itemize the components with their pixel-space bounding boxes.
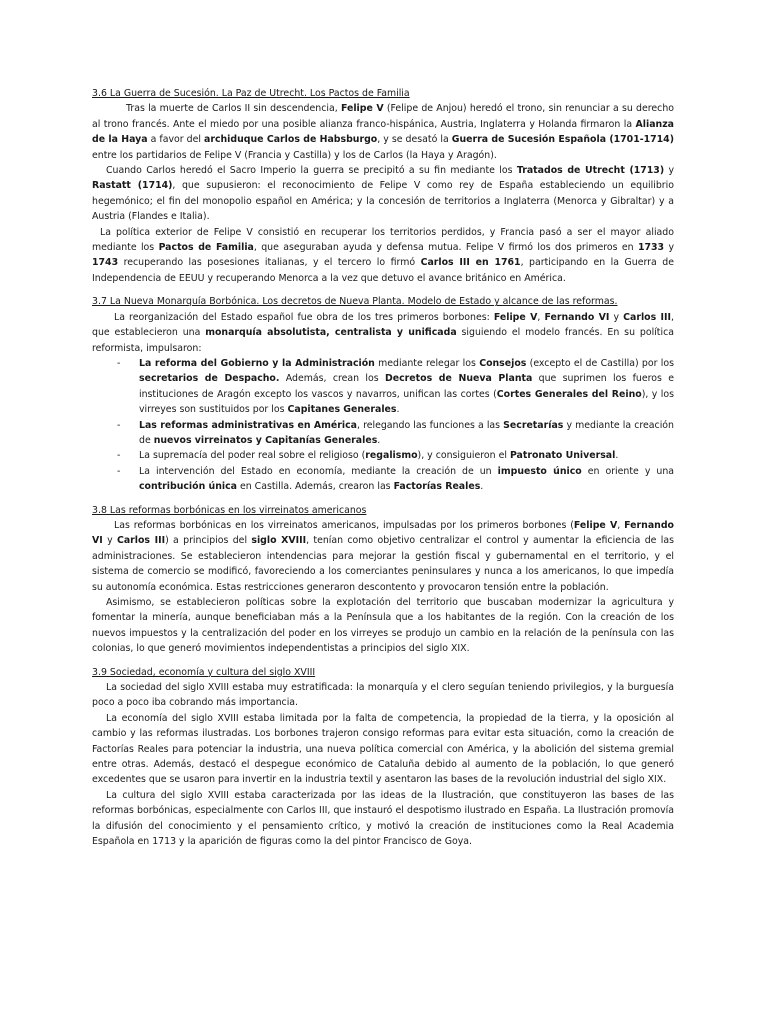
- bold-run: Capitanes Generales: [287, 404, 397, 416]
- paragraph: [92, 225, 674, 287]
- text-run: y: [664, 165, 674, 177]
- text-run: siguiendo el modelo francés. En su política reformista, impulsaron:: [92, 327, 674, 354]
- text-run: Tras la muerte de Carlos II sin descendencia,: [126, 103, 341, 115]
- bold-run: Pactos de Familia: [158, 242, 254, 254]
- bold-run: nuevos virreinatos y Capitanías Generales: [153, 434, 378, 446]
- text-run: , que establecieron una: [92, 311, 675, 339]
- bold-run: regalismo: [365, 450, 418, 462]
- text-run: ) a principios del: [165, 535, 252, 547]
- bold-run: Rastatt (1714): [92, 180, 173, 192]
- bold-run: Felipe V: [573, 519, 618, 531]
- bold-run: Las reformas administrativas en América: [139, 419, 357, 431]
- text-run: ), y los virreyes son sustituidos por los: [139, 388, 674, 416]
- text-run: y: [102, 535, 117, 547]
- text-run: , participando en la Guerra de Independencia de EEUU y recuperando Menorca a la vez que detuvo el avance británico en América.: [92, 257, 674, 284]
- text-run: que suprimen los fueros e instituciones de Aragón excepto los vascos y navarros, unifican las cortes (: [139, 373, 674, 400]
- bold-run: Factorías Reales: [393, 481, 481, 493]
- paragraph: [92, 163, 674, 225]
- list-item: [92, 464, 674, 495]
- text-run: ), y consiguieron el: [417, 450, 510, 462]
- bold-run: Secretarías: [503, 419, 564, 431]
- list-item-text: [139, 358, 674, 415]
- list-item: [92, 448, 674, 463]
- bold-run: siglo XVIII: [251, 535, 307, 547]
- text-run: , relegando las funciones a las: [356, 419, 504, 431]
- bold-run: La reforma del Gobierno y la Administración: [139, 357, 375, 369]
- text-run: .: [480, 481, 484, 493]
- section-heading: 3.9 Sociedad, economía y cultura del siglo XVIII: [92, 666, 316, 678]
- section-heading: 3.6 La Guerra de Sucesión. La Paz de Utrecht. Los Pactos de Familia: [92, 88, 410, 99]
- bullet-marker: -: [117, 465, 121, 477]
- section-3-6: [92, 86, 674, 286]
- text-run: .: [615, 450, 619, 462]
- text-run: en Castilla. Además, crearon las: [236, 481, 394, 493]
- bold-run: Carlos III: [623, 311, 672, 323]
- bold-run: Guerra de Sucesión Española (1701-1714): [451, 134, 674, 146]
- bold-run: secretarios de Despacho.: [139, 373, 280, 385]
- paragraph: [92, 680, 674, 711]
- bold-run: archiduque Carlos de Habsburgo: [204, 134, 378, 146]
- text-run: entre los partidarios de Felipe V (Francia y Castilla) y los de Carlos (la Haya y Aragón).: [92, 149, 497, 161]
- text-run: La reorganización del Estado español fue obra de los tres primeros borbones:: [114, 311, 494, 323]
- text-run: La intervención del Estado en economía, mediante la creación de un: [139, 465, 498, 477]
- text-run: recuperando las posesiones italianas, y el tercero lo firmó: [118, 257, 421, 269]
- text-run: y mediante la creación de: [139, 419, 674, 446]
- paragraph: [92, 101, 674, 163]
- list-item: [92, 418, 674, 449]
- list-item: [92, 356, 674, 418]
- bold-run: 1733: [637, 242, 665, 254]
- text-run: ,: [537, 311, 545, 323]
- paragraph: [92, 518, 674, 595]
- list-item-text: [139, 466, 674, 492]
- bullet-marker: -: [117, 419, 121, 431]
- text-run: , y se desató la: [377, 134, 452, 146]
- bold-run: impuesto único: [497, 465, 582, 477]
- bold-run: 1743: [92, 257, 119, 269]
- text-run: y: [609, 311, 624, 323]
- bold-run: contribución única: [139, 481, 237, 493]
- bold-run: Tratados de Utrecht (1713): [516, 165, 665, 177]
- text-run: .: [377, 434, 381, 446]
- text-run: a favor del: [147, 134, 204, 146]
- text-run: , que aseguraban ayuda y defensa mutua. Felipe V firmó los dos primeros en: [253, 242, 638, 254]
- list-item-text: [139, 420, 674, 446]
- text-run: La economía del siglo XVIII estaba limitada por la falta de competencia, la propiedad de la tierra, y la oposición al cambio y las reformas ilustradas. Los borbones trajeron consigo reformas para evitar esta situación, como la creación de Factorías Reales para potenciar la industria, una nueva política comercial con América, y la abolición del sistema gremial entre otras. Además, destacó el despegue económico de Cataluña debido al aumento de la población, lo que generó excedentes que se usaron para invertir en la industria textil y asentaron las bases de la revolución industrial del siglo XIX.: [92, 712, 674, 786]
- paragraph: [92, 711, 674, 788]
- paragraph: [92, 310, 674, 356]
- text-run: en oriente y una: [581, 465, 675, 477]
- bold-run: Decretos de Nueva Planta: [384, 373, 533, 385]
- bold-run: Felipe V: [340, 103, 384, 115]
- bold-run: Felipe V: [493, 311, 538, 323]
- paragraph: [92, 595, 674, 657]
- text-run: La supremacía del poder real sobre el religioso (: [139, 450, 366, 462]
- bold-run: monarquía absolutista, centralista y unificada: [205, 327, 457, 339]
- text-run: ,: [617, 519, 625, 531]
- text-run: (Felipe de Anjou) heredó el trono, sin renunciar a su derecho al trono francés. Ante el miedo por una posible alianza franco-hispánica, Austria, Inglaterra y Holanda firmaron la: [92, 103, 675, 130]
- bullet-marker: -: [117, 450, 121, 462]
- section-3-9: [92, 665, 674, 850]
- bold-run: Carlos III en 1761: [420, 257, 521, 269]
- text-run: .: [396, 404, 400, 416]
- text-run: Cuando Carlos heredó el Sacro Imperio la guerra se precipitó a su fin mediante los: [106, 165, 517, 177]
- text-run: La sociedad del siglo XVIII estaba muy estratificada: la monarquía y el clero seguían teniendo privilegios, y la burguesía poco a poco iba cobrando más importancia.: [92, 682, 674, 709]
- reform-list: [92, 356, 674, 495]
- text-run: y: [664, 242, 674, 254]
- text-run: Además, crean los: [279, 373, 385, 385]
- bold-run: Carlos III: [116, 535, 166, 547]
- text-run: La cultura del siglo XVIII estaba caracterizada por las ideas de la Ilustración, que constituyeron las bases de las reformas borbónicas, especialmente con Carlos III, que instauró el despotismo ilustrado en España. La Ilustración promovía la difusión del conocimiento y el pensamiento crítico, y motivó la creación de instituciones como la Real Academia Española en 1713 y la aparición de figuras como la del pintor Francisco de Goya.: [92, 789, 674, 848]
- bold-run: Fernando VI: [92, 519, 674, 547]
- document-page: [92, 86, 674, 858]
- text-run: , que supusieron: el reconocimiento de Felipe V como rey de España estableciendo un equilibrio hegemónico; el fin del monopolio español en América; y la concesión de territorios a Inglaterra (Menorca y Gibraltar) y a Austria (Flandes e Italia).: [92, 180, 674, 223]
- text-run: Asimismo, se establecieron políticas sobre la explotación del territorio que buscaban modernizar la agricultura y fomentar la minería, aunque beneficiaban más a la Península que a los habitantes de la región. Con la creación de los nuevos impuestos y la centralización del poder en los virreyes se produjo un cambio en la relación de la península con las colonias, lo que generó movimientos independentistas a principios del siglo XIX.: [92, 597, 674, 655]
- section-heading: 3.7 La Nueva Monarquía Borbónica. Los decretos de Nueva Planta. Modelo de Estado y alcance de las reformas.: [92, 296, 618, 308]
- text-run: mediante relegar los: [374, 357, 480, 369]
- text-run: (excepto el de Castilla) por los: [526, 357, 674, 369]
- bullet-marker: -: [117, 357, 121, 369]
- bold-run: Fernando VI: [544, 311, 610, 323]
- section-3-7: [92, 294, 674, 494]
- section-heading: 3.8 Las reformas borbónicas en los virreinatos americanos: [92, 504, 367, 516]
- text-run: Las reformas borbónicas en los virreinatos americanos, impulsadas por los primeros borbones (: [114, 519, 574, 531]
- section-3-8: [92, 503, 674, 657]
- text-run: La política exterior de Felipe V consistió en recuperar los territorios perdidos, y Francia pasó a ser el mayor aliado mediante los: [92, 226, 674, 254]
- bold-run: Patronato Universal: [509, 450, 616, 462]
- bold-run: Consejos: [479, 357, 527, 369]
- paragraph: [92, 788, 674, 850]
- bold-run: Alianza de la Haya: [92, 118, 674, 146]
- bold-run: Cortes Generales del Reino: [496, 388, 642, 400]
- text-run: , tenían como objetivo centralizar el control y aumentar la eficiencia de las administraciones. Se establecieron intendencias para mejorar la gestión fiscal y gubernamental en el territorio, y el sistema de comercio se modificó, favoreciendo a los comerciantes peninsulares y nunca a los americanos, lo que impedía su autonomía económica. Estas restricciones generaron descontento y provocaron tensión entre la población.: [92, 535, 674, 593]
- list-item-text: [139, 450, 618, 461]
